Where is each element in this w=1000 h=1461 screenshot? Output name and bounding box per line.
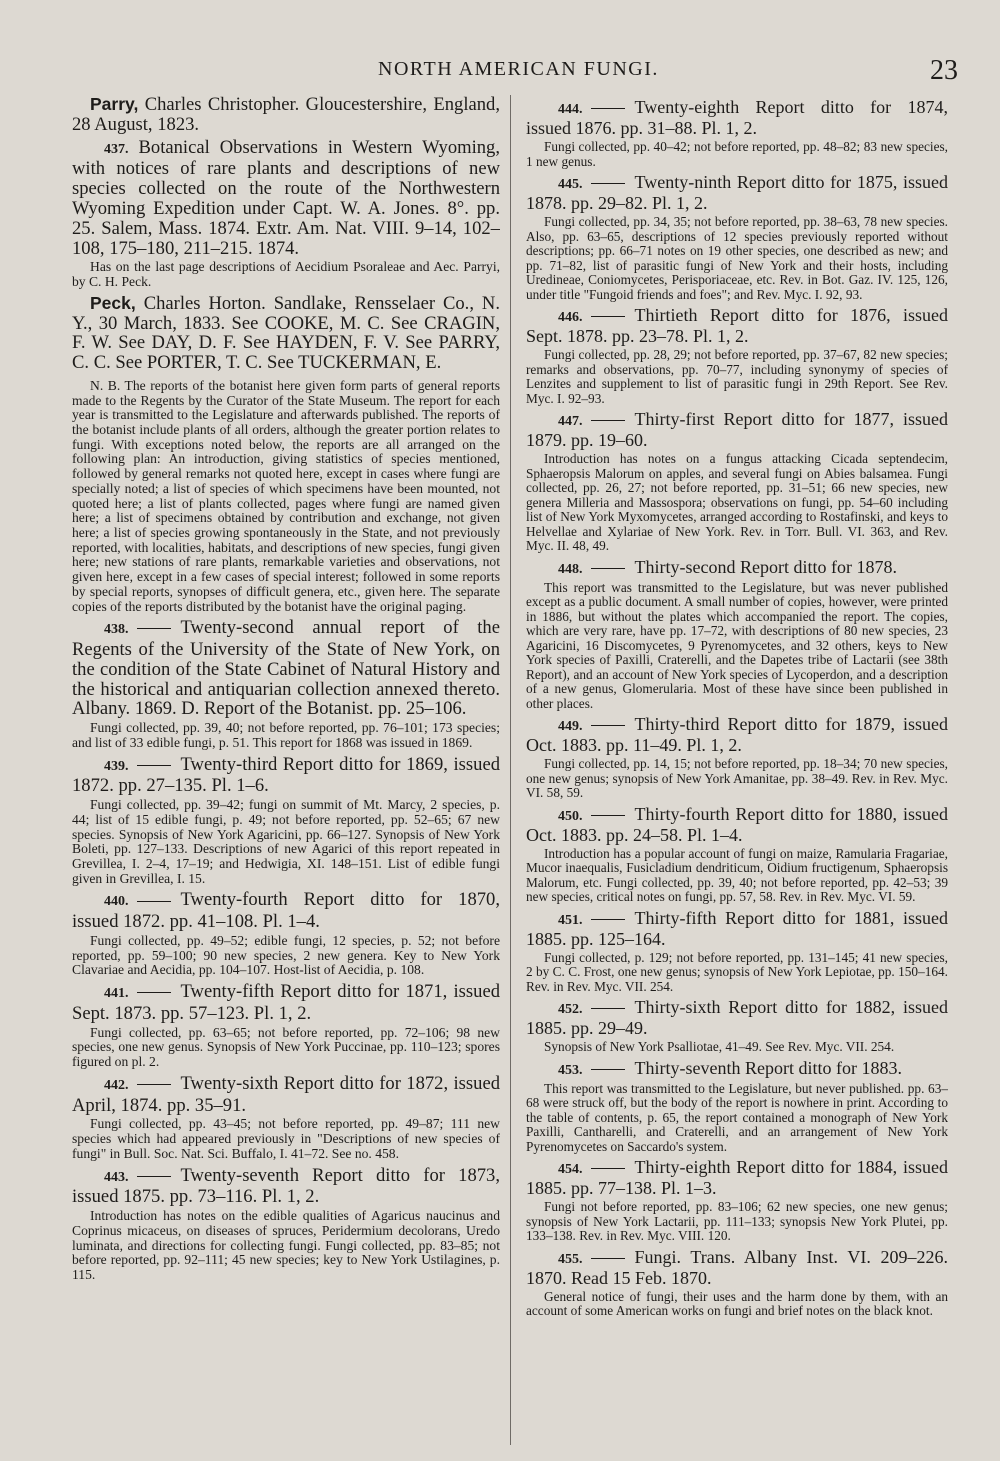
ditto-dash <box>591 316 625 317</box>
entry-title: Twenty-sixth Report ditto for 1872, issued April, 1874. pp. 35–91. <box>72 1072 500 1116</box>
ditto-dash <box>591 815 625 816</box>
author-entry-parry <box>72 95 500 135</box>
entry-number: 447. <box>558 414 583 429</box>
entry-453-note: This report was transmitted to the Legislature, but never published. pp. 63–68 were struck off, but the body of the report is nowhere in print. According to the table of contents, p. 65, the report contained a monograph of New York Paxilli, Cantharelli, and Craterelli, and an arrangement of New York Pyrenomycetes on Saccardo's system. <box>526 1080 948 1154</box>
entry-438-note: Fungi collected, pp. 39, 40; not before reported, pp. 76–101; 173 species; and list of 33 edible fungi, p. 51. This report for 1868 was issued in 1869. <box>72 720 500 750</box>
entry-443-note: Introduction has notes on the edible qualities of Agaricus naucinus and Coprinus micaceus, on diseases of spruces, Peridermium decolorans, Uredo luminata, and directions for collecting fungi. Fungi collected, pp. 83–85; not before reported, pp. 92–111; 45 new species; key to New York Ustilagines, p. 115. <box>72 1208 500 1282</box>
entry-number: 444. <box>558 102 583 117</box>
entry-number: 449. <box>558 719 583 734</box>
column-rule <box>510 95 511 1445</box>
entry-title: Thirty-third Report ditto for 1879, issued Oct. 1883. pp. 11–49. Pl. 1, 2. <box>526 714 948 755</box>
entry-441 <box>72 982 500 1024</box>
entry-title: Twenty-fourth Report ditto for 1870, issued 1872. pp. 41–108. Pl. 1–4. <box>72 889 500 933</box>
ditto-dash <box>591 1008 625 1009</box>
entry-title: Thirty-first Report ditto for 1877, issued 1879. pp. 19–60. <box>526 409 948 450</box>
entry-449-note: Fungi collected, pp. 14, 15; not before reported, pp. 18–34; 70 new species, one new genus; synopsis of New York Amanitae, pp. 38–49. Rev. in Rev. Myc. VI. 58, 59. <box>526 756 948 800</box>
entry-451-note: Fungi collected, p. 129; not before reported, pp. 131–145; 41 new species, 2 by C. C. Frost, one new genus; synopsis of New York Lepiotae, pp. 150–164. Rev. in Rev. Myc. VII. 254. <box>526 949 948 994</box>
ditto-dash <box>591 568 625 569</box>
ditto-dash <box>591 420 625 421</box>
entry-title: Thirty-fourth Report ditto for 1880, issued Oct. 1883. pp. 24–58. Pl. 1–4. <box>526 803 948 845</box>
entry-title: Twenty-fifth Report ditto for 1871, issued Sept. 1873. pp. 57–123. Pl. 1, 2. <box>72 981 500 1024</box>
entry-number: 437. <box>104 141 129 157</box>
entry-451 <box>526 909 948 949</box>
entry-title: Fungi. Trans. Albany Inst. VI. 209–226. 1870. Read 15 Feb. 1870. <box>526 1246 948 1288</box>
running-title: NORTH AMERICAN FUNGI. <box>378 58 659 80</box>
entry-443 <box>72 1166 500 1208</box>
entry-number: 455. <box>558 1251 583 1267</box>
ditto-dash <box>137 628 171 629</box>
entry-title: Thirty-seventh Report ditto for 1883. <box>634 1057 902 1078</box>
entry-440-note: Fungi collected, pp. 49–52; edible fungi, 12 species, p. 52; not before reported, pp. 59–100; 90 new species, 2 new genera. Key to New York Clavariae and Aecidia, pp. 104–107. Host-list of Aecidia, p. 108. <box>72 933 500 978</box>
entry-438 <box>72 618 500 719</box>
entry-437 <box>72 138 500 259</box>
entry-446 <box>526 306 948 346</box>
entry-454 <box>526 1158 948 1198</box>
entry-number: 452. <box>558 1002 583 1017</box>
entry-title: Thirtieth Report ditto for 1876, issued Sept. 1878. pp. 23–78. Pl. 1, 2. <box>526 305 948 346</box>
entry-number: 448. <box>558 561 583 577</box>
entry-452-note: Synopsis of New York Psalliotae, 41–49. See Rev. Myc. VII. 254. <box>544 1039 895 1054</box>
entry-452 <box>526 998 948 1038</box>
entry-number: 446. <box>558 310 583 325</box>
author-entry-peck <box>72 294 500 373</box>
entry-number: 454. <box>558 1162 583 1177</box>
entry-title: Twenty-eighth Report ditto for 1874, issued 1876. pp. 31–88. Pl. 1, 2. <box>526 97 948 138</box>
ditto-dash <box>137 765 171 766</box>
entry-455-note: General notice of fungi, their uses and the harm done by them, with an account of some American works on fungi and brief notes on the black knot. <box>526 1288 948 1318</box>
right-column <box>526 95 948 1445</box>
entry-446-note: Fungi collected, pp. 28, 29; not before reported, pp. 37–67, 82 new species; remarks and observations, pp. 70–77, including synonymy of species of Lenzites and supplement to list of parasitic fungi in 29th Report. See Rev. Myc. I. 92–93. <box>526 347 948 406</box>
entry-number: 439. <box>104 758 129 774</box>
entry-445 <box>526 173 948 213</box>
entry-number: 440. <box>104 894 129 910</box>
left-column <box>72 95 500 1445</box>
entry-title: Thirty-sixth Report ditto for 1882, issued 1885. pp. 29–49. <box>526 997 948 1038</box>
author-name: Parry, <box>90 95 139 114</box>
entry-439 <box>72 755 500 797</box>
entry-title: Thirty-eighth Report ditto for 1884, issued 1885. pp. 77–138. Pl. 1–3. <box>526 1157 948 1198</box>
entry-number: 445. <box>558 177 583 192</box>
running-head <box>0 55 1000 88</box>
entry-448 <box>526 558 948 579</box>
entry-number: 441. <box>104 986 129 1002</box>
entry-number: 453. <box>558 1062 583 1078</box>
ditto-dash <box>591 1069 625 1070</box>
entry-439-note: Fungi collected, pp. 39–42; fungi on summit of Mt. Marcy, 2 species, p. 44; list of 15 edible fungi, p. 49; not before reported, pp. 52–65; 67 new species. Synopsis of New York Agaricini, pp. 66–127. Synopsis of New York Boleti, pp. 127–133. Descriptions of new Agarici of this report repeated in Grevillea, I. 2–4, 17–19; and Hedwigia, XI. 148–151. List of edible fungi given in Grevillea, I. 15. <box>72 797 500 886</box>
entry-441-note: Fungi collected, pp. 63–65; not before reported, pp. 72–106; 98 new species, one new genus. Synopsis of New York Puccinae, pp. 110–123; spores figured on pl. 2. <box>72 1024 500 1070</box>
entry-444-note: Fungi collected, pp. 40–42; not before reported, pp. 48–82; 83 new species, 1 new genus. <box>526 139 948 169</box>
nota-bene-note: N. B. The reports of the botanist here given form parts of general reports made to the Regents by the Curator of the State Museum. The report for each year is transmitted to the Legislature and afterwards published. The reports of the botanist include plants of all orders, although the greater portion relates to fungi. With exceptions noted below, the reports are all arranged on the following plan: An introduction, giving statistics of species mentioned, followed by general remarks not quoted here, except in cases where fungi are specially noted; a list of species of which specimens have been mounted, not quoted here; a list of plants collected, pages where fungi are named given here; a list of specimens obtained by contribution and exchange, not given here; a list of species growing spontaneously in the State, and not previously reported, with localities, habitats, and descriptions of new species, fungi given here; new stations of rare plants, remarkable varieties and observations, not given here, except in a few cases of special interest; followed in some reports by special reports, synopses of difficult genera, etc., given here. The separate copies of the reports distributed by the botanist have the original paging. <box>72 377 500 614</box>
ditto-dash <box>137 992 171 993</box>
entry-number: 450. <box>558 808 583 824</box>
entry-447 <box>526 410 948 450</box>
entry-number: 451. <box>558 912 583 928</box>
entry-number: 438. <box>104 622 129 638</box>
entry-448-note: This report was transmitted to the Legislature, but was never published except as a public document. A small number of copies, however, were printed in 1886, but without the plates which accompanied the report. The copies, which are very rare, have pp. 17–72, with descriptions of 80 new species, 23 Agaricini, 16 Discomycetes, 9 Pyrenomycetes, and 32 others, keys to New York species of Paxilli, Craterelli, and the Dapetes tribe of Lactarii (see 38th Report), and an account of New York species of Lycoperdon, and a description of a new genus, Glomerularia. Most of these have since been published in other places. <box>526 579 948 711</box>
ditto-dash <box>591 725 625 726</box>
author-details: Charles Christopher. Gloucestershire, England, 28 August, 1823. <box>72 95 500 135</box>
entry-437-note: Has on the last page descriptions of Aecidium Psoraleae and Aec. Parryi, by C. H. Peck. <box>72 259 500 290</box>
entry-449 <box>526 715 948 755</box>
entry-455 <box>526 1248 948 1288</box>
entry-title: Twenty-third Report ditto for 1869, issued 1872. pp. 27–135. Pl. 1–6. <box>72 753 500 797</box>
entry-447-note: Introduction has notes on a fungus attacking Cicada septendecim, Sphaeropsis Malorum on apples, and several fungi on Abies balsamea. Fungi collected, pp. 26, 27; not before reported, pp. 31–51; 66 new species, new genera Milleria and Massospora; observations on fungi, pp. 54–60 including list of New York Myxomycetes, arranged according to Rostafinski, and keys to Helvellae and Xylariae of New York. Rev. in Torr. Bull. VI. 363, and Rev. Myc. II. 48, 49. <box>526 451 948 553</box>
entry-title: Twenty-ninth Report ditto for 1875, issued 1878. pp. 29–82. Pl. 1, 2. <box>526 172 948 213</box>
ditto-dash <box>591 183 625 184</box>
entry-number: 442. <box>104 1077 129 1093</box>
ditto-dash <box>137 1084 171 1085</box>
ditto-dash <box>591 1168 625 1169</box>
page-number: 23 <box>930 55 958 86</box>
entry-number: 443. <box>104 1169 129 1185</box>
entry-title: Twenty-second annual report of the Regents of the University of the State of New York, on the condition of the State Cabinet of Natural History and the historical and antiquarian collection annexed thereto. Albany. 1869. D. Report of the Botanist. pp. 25–106. <box>72 617 500 720</box>
entry-title: Botanical Observations in Western Wyoming, with notices of rare plants and descriptions of new species collected on the route of the Northwestern Wyoming Expedition under Capt. W. A. Jones. 8°. pp. 25. Salem, Mass. 1874. Extr. Am. Nat. VIII. 9–14, 102–108, 175–180, 211–215. 1874. <box>72 136 500 259</box>
ditto-dash <box>591 919 625 920</box>
entry-440 <box>72 890 500 932</box>
entry-title: Thirty-second Report ditto for 1878. <box>634 556 897 577</box>
author-details: Charles Horton. Sandlake, Rensselaer Co., N. Y., 30 March, 1833. See COOKE, M. C. See CRAGIN, F. W. See DAY, D. F. See HAYDEN, F. V. See PARRY, C. C. See PORTER, T. C. See TUCKERMAN, E. <box>72 292 500 374</box>
ditto-dash <box>591 1258 625 1259</box>
entry-444 <box>526 98 948 138</box>
entry-title: Thirty-fifth Report ditto for 1881, issued 1885. pp. 125–164. <box>526 907 948 949</box>
entry-450-note: Introduction has a popular account of fungi on maize, Ramularia Fragariae, Mucor inaequalis, Fusicladium dendriticum, Oidium fructigenum, Sphaeropsis Malorum, etc. Fungi collected, pp. 39, 40; not before reported, pp. 42–53; 39 new species, critical notes on fungi, pp. 57, 58. Rev. in Rev. Myc. VI. 59. <box>526 845 948 904</box>
ditto-dash <box>137 901 171 902</box>
entry-453 <box>526 1059 948 1080</box>
author-name: Peck, <box>90 292 136 313</box>
ditto-dash <box>137 1176 171 1177</box>
entry-title: Twenty-seventh Report ditto for 1873, issued 1875. pp. 73–116. Pl. 1, 2. <box>72 1164 500 1208</box>
entry-454-note: Fungi not before reported, pp. 83–106; 62 new species, one new genus; synopsis of New York Lactarii, pp. 111–133; synopsis New York Plutei, pp. 133–138. Rev. in Rev. Myc. VIII. 120. <box>526 1199 948 1243</box>
entry-442-note: Fungi collected, pp. 43–45; not before reported, pp. 49–87; 111 new species which had appeared previously in "Descriptions of new species of fungi" in Bull. Soc. Nat. Sci. Buffalo, I. 41–72. See no. 458. <box>72 1116 500 1161</box>
entry-442 <box>72 1074 500 1116</box>
entry-450 <box>526 805 948 845</box>
entry-445-note: Fungi collected, pp. 34, 35; not before reported, pp. 38–63, 78 new species. Also, pp. 63–65, descriptions of 12 species previously reported without descriptions; pp. 66–71 notes on 19 other species, one described as new; and pp. 71–82, list of parasitic fungi of New York and their hosts, including Uredineae, Coniomycetes, Perisporiaceae, etc. Rev. in Bot. Gaz. IV. 125, 126, under title "Fungoid friends and foes"; and Rev. Myc. I. 92, 93. <box>526 214 948 302</box>
ditto-dash <box>591 108 625 109</box>
